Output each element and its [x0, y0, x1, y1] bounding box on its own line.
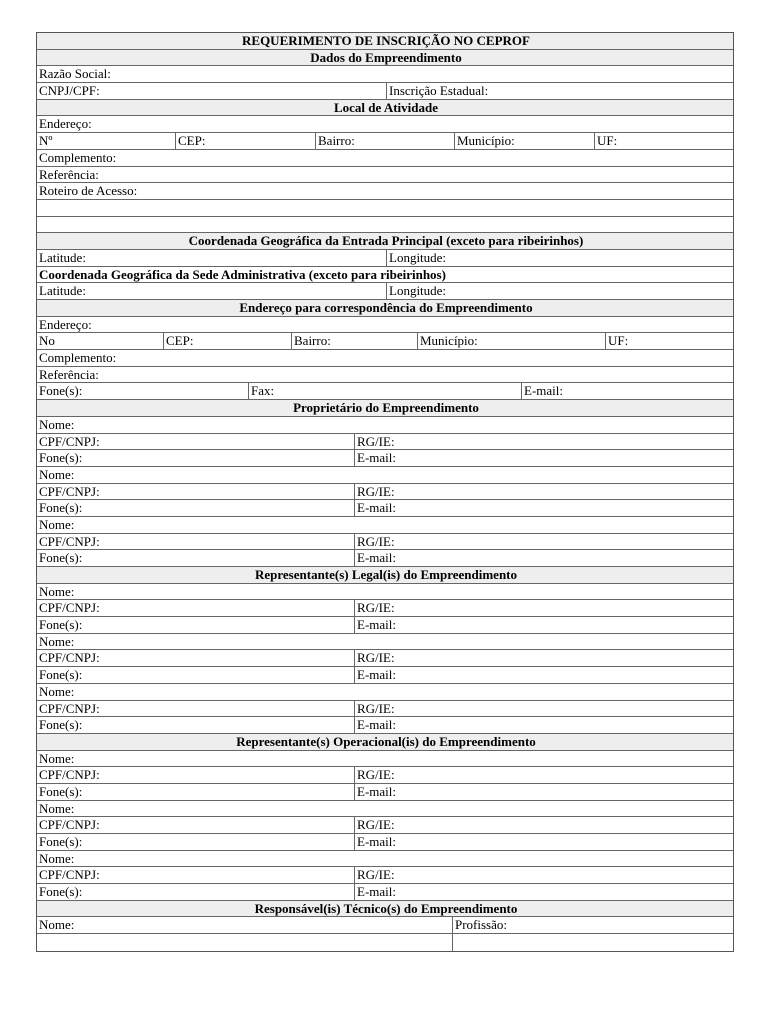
nome-row [37, 517, 733, 534]
section-header-responsavel-tecnico [37, 901, 733, 918]
cpf-cnpj-field[interactable]: CPF/CNPJ: [39, 483, 100, 499]
cep-field[interactable]: CEP: [175, 133, 315, 149]
fone-email-row [37, 667, 733, 684]
nome-field[interactable]: Nome: [39, 466, 75, 482]
cpf-cnpj-field[interactable]: CPF/CNPJ: [39, 767, 100, 783]
blank-row[interactable] [37, 217, 733, 234]
uf-field[interactable]: UF: [594, 133, 733, 149]
fone-email-row [37, 450, 733, 467]
section-title-representante-operacional: Representante(s) Operacional(is) do Empreendimento [236, 733, 536, 749]
fones-field[interactable]: Fone(s): [39, 617, 83, 633]
cep-field[interactable]: CEP: [163, 333, 291, 349]
email-field[interactable]: E-mail: [354, 550, 733, 566]
fone-email-row [37, 784, 733, 801]
endereco-row [37, 317, 733, 334]
fones-field[interactable]: Fone(s): [39, 717, 83, 733]
section-header-local [37, 100, 733, 117]
rg-ie-field[interactable]: RG/IE: [354, 650, 733, 666]
fones-field[interactable]: Fone(s): [39, 383, 83, 399]
nome-field[interactable]: Nome: [39, 516, 75, 532]
nome-field[interactable]: Nome: [39, 917, 75, 933]
numero-field[interactable]: Nº [39, 133, 53, 149]
uf-field[interactable]: UF: [605, 333, 733, 349]
fax-field[interactable]: Fax: [248, 383, 521, 399]
rg-ie-field[interactable]: RG/IE: [354, 484, 733, 500]
razao-social-row [37, 66, 733, 83]
section-header-representante-legal [37, 567, 733, 584]
endereco-field[interactable]: Endereço: [39, 316, 92, 332]
longitude-field[interactable]: Longitude: [386, 250, 733, 266]
cpf-rg-row [37, 867, 733, 884]
section-header-dados [37, 50, 733, 67]
roteiro-field[interactable]: Roteiro de Acesso: [39, 183, 138, 199]
nome-field[interactable]: Nome: [39, 850, 75, 866]
nome-row [37, 751, 733, 768]
fones-field[interactable]: Fone(s): [39, 834, 83, 849]
nome-profissao-row [37, 917, 733, 934]
nome-row [37, 684, 733, 701]
nome-field[interactable]: Nome: [39, 583, 75, 599]
cnpj-ie-row [37, 83, 733, 100]
longitude-field[interactable]: Longitude: [386, 283, 733, 299]
fones-field[interactable]: Fone(s): [39, 783, 83, 799]
cpf-rg-row [37, 484, 733, 501]
referencia-row [37, 167, 733, 184]
email-field[interactable]: E-mail: [354, 834, 733, 850]
nome-field[interactable]: Nome: [39, 800, 75, 816]
complemento-row [37, 150, 733, 167]
cpf-rg-row [37, 600, 733, 617]
section-title-coord-entrada: Coordenada Geográfica da Entrada Principal (exceto para ribeirinhos) [188, 233, 584, 249]
fones-field[interactable]: Fone(s): [39, 667, 83, 683]
profissao-field[interactable]: Profissão: [452, 917, 733, 933]
section-title-representante-legal: Representante(s) Legal(is) do Empreendimento [254, 567, 518, 582]
fone-email-row [37, 617, 733, 634]
rg-ie-field[interactable]: RG/IE: [354, 767, 733, 783]
email-field[interactable]: E-mail: [521, 383, 733, 399]
fone-fax-email-row [37, 383, 733, 400]
fone-email-row [37, 500, 733, 517]
rg-ie-field[interactable]: RG/IE: [354, 701, 733, 717]
nome-row [37, 467, 733, 484]
rg-ie-field[interactable]: RG/IE: [354, 817, 733, 833]
cpf-cnpj-field[interactable]: CPF/CNPJ: [39, 650, 100, 666]
lat-long-row [37, 283, 733, 300]
cpf-rg-row [37, 534, 733, 551]
cpf-cnpj-field[interactable]: CPF/CNPJ: [39, 817, 100, 833]
complemento-row [37, 350, 733, 367]
numero-cep-row [37, 133, 733, 150]
section-title-local: Local de Atividade [333, 99, 438, 115]
email-field[interactable]: E-mail: [354, 500, 733, 516]
rg-ie-field[interactable]: RG/IE: [354, 434, 733, 450]
blank-cell[interactable] [37, 934, 452, 951]
section-title-proprietario: Proprietário do Empreendimento [293, 400, 479, 416]
nome-row [37, 584, 733, 601]
cpf-cnpj-field[interactable]: CPF/CNPJ: [39, 533, 100, 549]
nome-row [37, 801, 733, 818]
cpf-rg-row [37, 650, 733, 667]
fones-field[interactable]: Fone(s): [39, 500, 83, 516]
cpf-cnpj-field[interactable]: CPF/CNPJ: [39, 600, 100, 616]
fone-email-row [37, 884, 733, 901]
fones-field[interactable]: Fone(s): [39, 450, 83, 466]
nome-row [37, 417, 733, 434]
cpf-rg-row [37, 767, 733, 784]
blank-row[interactable] [37, 200, 733, 217]
rg-ie-field[interactable]: RG/IE: [354, 534, 733, 550]
lat-long-row [37, 250, 733, 267]
email-field[interactable]: E-mail: [354, 617, 733, 633]
razao-social-field[interactable]: Razão Social: [39, 66, 111, 82]
section-title-endereco-corresp: Endereço para correspondência do Empreendimento [239, 300, 533, 315]
section-header-endereco-corresp [37, 300, 733, 317]
nome-field[interactable]: Nome: [39, 750, 75, 766]
nome-field[interactable]: Nome: [39, 683, 75, 699]
numero-field[interactable]: No [39, 333, 55, 349]
cnpj-cpf-field[interactable]: CNPJ/CPF: [39, 83, 100, 99]
bairro-field[interactable]: Bairro: [315, 133, 454, 149]
cpf-cnpj-field[interactable]: CPF/CNPJ: [39, 867, 100, 883]
email-field[interactable]: E-mail: [354, 450, 733, 466]
section-title-dados: Dados do Empreendimento [310, 49, 462, 65]
email-field[interactable]: E-mail: [354, 784, 733, 800]
cpf-rg-row [37, 817, 733, 834]
inscricao-estadual-field[interactable]: Inscrição Estadual: [386, 83, 733, 99]
blank-cell[interactable] [37, 200, 733, 216]
section-header-proprietario [37, 400, 733, 417]
cpf-cnpj-field[interactable]: CPF/CNPJ: [39, 700, 100, 716]
municipio-field[interactable]: Município: [417, 333, 605, 349]
section-header-coord-entrada [37, 233, 733, 250]
fones-field[interactable]: Fone(s): [39, 550, 83, 566]
roteiro-row [37, 183, 733, 200]
fones-field[interactable]: Fone(s): [39, 884, 83, 900]
complemento-field[interactable]: Complemento: [39, 149, 117, 165]
email-field[interactable]: E-mail: [354, 717, 733, 733]
blank-row [37, 934, 733, 951]
nome-field[interactable]: Nome: [39, 416, 75, 432]
endereco-row [37, 116, 733, 133]
endereco-field[interactable]: Endereço: [39, 116, 92, 132]
municipio-field[interactable]: Município: [454, 133, 594, 149]
cpf-rg-row [37, 701, 733, 718]
latitude-field[interactable]: Latitude: [39, 249, 86, 265]
fone-email-row [37, 550, 733, 567]
email-field[interactable]: E-mail: [354, 884, 733, 900]
referencia-field[interactable]: Referência: [39, 366, 99, 382]
latitude-field[interactable]: Latitude: [39, 283, 86, 299]
fone-email-row [37, 717, 733, 734]
fone-email-row [37, 834, 733, 851]
form-title: REQUERIMENTO DE INSCRIÇÃO NO CEPROF [242, 33, 530, 48]
rg-ie-field[interactable]: RG/IE: [354, 867, 733, 883]
nome-field[interactable]: Nome: [39, 633, 75, 649]
referencia-field[interactable]: Referência: [39, 166, 99, 182]
cpf-cnpj-field[interactable]: CPF/CNPJ: [39, 433, 100, 449]
nome-row [37, 851, 733, 868]
numero-cep-row [37, 333, 733, 350]
section-title-coord-sede: Coordenada Geográfica da Sede Administrativa (exceto para ribeirinhos) [39, 266, 446, 282]
bairro-field[interactable]: Bairro: [291, 333, 417, 349]
section-header-coord-sede [37, 267, 733, 284]
complemento-field[interactable]: Complemento: [39, 350, 117, 366]
section-header-representante-operacional [37, 734, 733, 751]
nome-row [37, 634, 733, 651]
blank-cell[interactable] [37, 217, 733, 233]
section-title-responsavel-tecnico: Responsável(is) Técnico(s) do Empreendimento [254, 900, 518, 916]
cpf-rg-row [37, 434, 733, 451]
form-title-row [37, 33, 733, 50]
ceprof-form [36, 32, 734, 952]
rg-ie-field[interactable]: RG/IE: [354, 600, 733, 616]
blank-cell[interactable] [452, 934, 733, 951]
email-field[interactable]: E-mail: [354, 667, 733, 683]
referencia-row [37, 367, 733, 384]
